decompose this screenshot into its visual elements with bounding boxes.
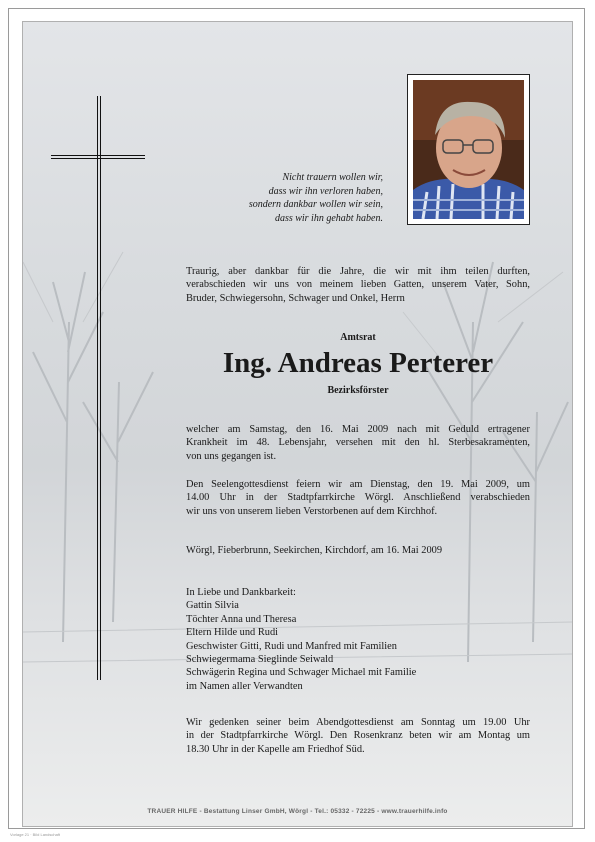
cross-vertical-line-2 <box>100 96 101 680</box>
death-notice-paragraph <box>186 423 530 463</box>
death-notice-line: von uns gegangen ist. <box>186 450 277 462</box>
deceased-name: Ing. Andreas Perterer <box>222 347 494 379</box>
place-date-line: Wörgl, Fieberbrunn, Seekirchen, Kirchdorf, am 16. Mai 2009 <box>186 545 443 556</box>
mourners-line: Geschwister Gitti, Rudi und Manfred mit Familien <box>186 640 397 652</box>
poem-line: dass wir ihn verloren haben, <box>268 185 383 197</box>
poem-line: Nicht trauern wollen wir, <box>282 172 383 183</box>
cross-horizontal-line-2 <box>51 158 145 159</box>
poem-line: sondern dankbar wollen wir sein, <box>248 199 383 210</box>
mourners-line: im Namen aller Verwandten <box>186 680 303 692</box>
mourners-list <box>186 586 530 693</box>
cross-horizontal-line <box>51 155 145 156</box>
memorial-line: Wir gedenken seiner beim Abendgottesdienst am Sonntag um 19.00 Uhr <box>186 717 530 728</box>
corner-note: Vorlage 21 · Bild Landschaft <box>10 832 61 837</box>
death-notice-line: Krankheit im 48. Lebensjahr, versehen mit den hl. Sterbesakramenten, <box>186 437 530 449</box>
intro-line: Bruder, Schwiegersohn, Schwager und Onkel, Herrn <box>186 292 405 304</box>
memorial-line: 18.30 Uhr in der Kapelle am Friedhof Süd. <box>186 743 365 755</box>
intro-line: verabschieden wir uns von meinem lieben Gatten, unserem Vater, Sohn, <box>186 279 530 291</box>
mourners-line: Gattin Silvia <box>186 600 239 612</box>
service-line: Den Seelengottesdienst feiern wir am Dienstag, den 19. Mai 2009, um <box>186 479 530 490</box>
mourners-line: Töchter Anna und Theresa <box>186 613 297 625</box>
mourners-line: Eltern Hilde und Rudi <box>186 627 279 639</box>
portrait-image <box>413 80 524 219</box>
intro-paragraph <box>186 265 530 305</box>
title-prefix: Amtsrat <box>340 332 376 343</box>
memorial-line: in der Stadtpfarrkirche Wörgl. Den Rosenkranz beten wir am Montag um <box>186 730 530 742</box>
mourners-line: Schwiegermama Sieglinde Seiwald <box>186 654 334 666</box>
service-line: 14.00 Uhr in der Stadtpfarrkirche Wörgl. Anschließend verabschieden <box>186 492 530 504</box>
cross-vertical-line <box>97 96 98 680</box>
mourners-line: Schwägerin Regina und Schwager Michael mit Familie <box>186 667 417 679</box>
memorial-paragraph <box>186 716 530 756</box>
undertaker-footer: TRAUER HILFE - Bestattung Linser GmbH, Wörgl - Tel.: 05332 - 72225 - www.trauerhilfe.info <box>147 808 448 815</box>
portrait-photo <box>407 74 530 225</box>
service-paragraph <box>186 478 530 518</box>
profession: Bezirksförster <box>327 385 389 396</box>
place-date <box>186 544 530 557</box>
death-notice-line: welcher am Samstag, den 16. Mai 2009 nach mit Geduld ertragener <box>186 424 530 435</box>
service-line: wir uns von unserem lieben Verstorbenen auf dem Kirchhof. <box>186 505 438 517</box>
intro-line: Traurig, aber dankbar für die Jahre, die wir mit ihm teilen durften, <box>186 266 530 277</box>
poem-line: dass wir ihn gehabt haben. <box>274 212 383 224</box>
memorial-poem <box>228 171 383 225</box>
mourners-line: In Liebe und Dankbarkeit: <box>186 587 296 598</box>
